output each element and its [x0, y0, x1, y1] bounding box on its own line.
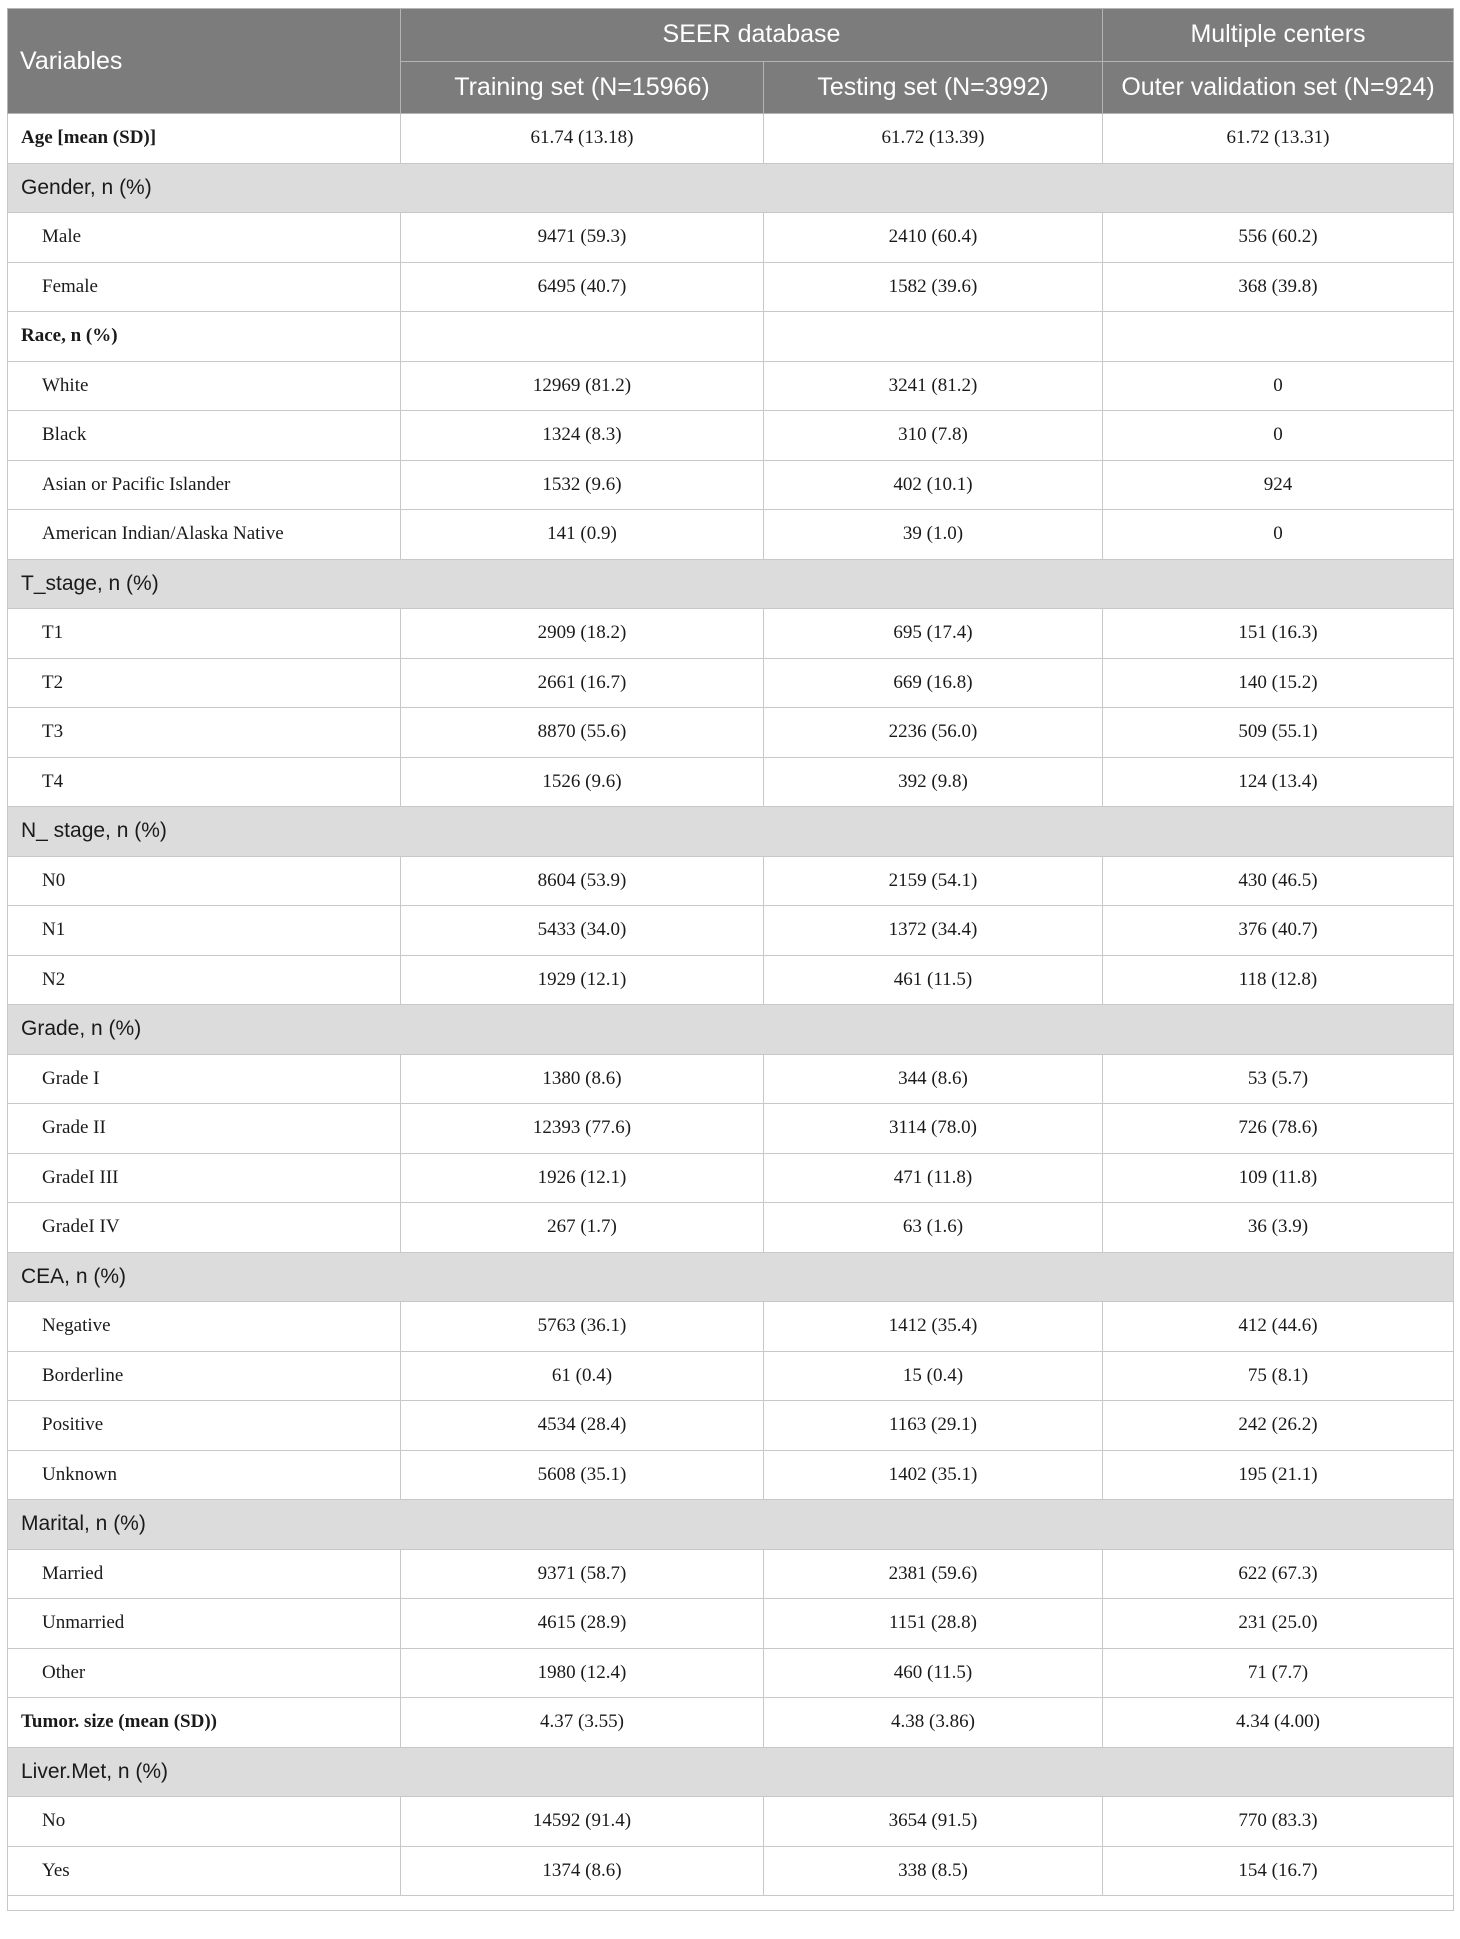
- table-row: [8, 1153, 1454, 1203]
- outer-validation-value: 622 (67.3): [1103, 1549, 1454, 1599]
- table-row: [8, 856, 1454, 906]
- group-label: N_ stage, n (%): [8, 807, 1454, 857]
- training-value: 267 (1.7): [401, 1203, 764, 1253]
- table-row: [8, 262, 1454, 312]
- row-label: No: [8, 1797, 401, 1847]
- outer-validation-value: 924: [1103, 460, 1454, 510]
- table-row: [8, 708, 1454, 758]
- outer-validation-value: 231 (25.0): [1103, 1599, 1454, 1649]
- testing-value: 695 (17.4): [764, 609, 1103, 659]
- section-row: [8, 312, 1454, 362]
- outer-validation-value: 556 (60.2): [1103, 213, 1454, 263]
- training-value: 12969 (81.2): [401, 361, 764, 411]
- header-testing-set: Testing set (N=3992): [764, 61, 1103, 114]
- table-row: [8, 1599, 1454, 1649]
- row-label: Unmarried: [8, 1599, 401, 1649]
- row-label: Grade I: [8, 1054, 401, 1104]
- training-value: 2661 (16.7): [401, 658, 764, 708]
- outer-validation-value: 71 (7.7): [1103, 1648, 1454, 1698]
- row-label: GradeI IV: [8, 1203, 401, 1253]
- testing-value: 338 (8.5): [764, 1846, 1103, 1896]
- outer-validation-value: 151 (16.3): [1103, 609, 1454, 659]
- table-row: [8, 1450, 1454, 1500]
- training-value: 9471 (59.3): [401, 213, 764, 263]
- training-value: 5763 (36.1): [401, 1302, 764, 1352]
- table-row: [8, 411, 1454, 461]
- table-row: [8, 1401, 1454, 1451]
- header-row-top: [8, 9, 1454, 62]
- outer-validation-value: 0: [1103, 411, 1454, 461]
- testing-value: 471 (11.8): [764, 1153, 1103, 1203]
- baseline-table-container: [7, 8, 1453, 1911]
- training-value: 1526 (9.6): [401, 757, 764, 807]
- table-row: [8, 361, 1454, 411]
- section-label: Race, n (%): [8, 312, 401, 362]
- table-body: [8, 114, 1454, 1911]
- testing-value: 39 (1.0): [764, 510, 1103, 560]
- header-multiple-centers: Multiple centers: [1103, 9, 1454, 62]
- outer-validation-value: 36 (3.9): [1103, 1203, 1454, 1253]
- testing-value: 3241 (81.2): [764, 361, 1103, 411]
- training-value: 1374 (8.6): [401, 1846, 764, 1896]
- row-label: Asian or Pacific Islander: [8, 460, 401, 510]
- row-label: American Indian/Alaska Native: [8, 510, 401, 560]
- testing-value: 461 (11.5): [764, 955, 1103, 1005]
- row-label: Grade II: [8, 1104, 401, 1154]
- outer-validation-value: 770 (83.3): [1103, 1797, 1454, 1847]
- training-value: 8604 (53.9): [401, 856, 764, 906]
- row-label: Age [mean (SD)]: [8, 114, 401, 164]
- row-label: T3: [8, 708, 401, 758]
- training-value: 6495 (40.7): [401, 262, 764, 312]
- table-row: [8, 658, 1454, 708]
- row-label: N2: [8, 955, 401, 1005]
- row-label: Male: [8, 213, 401, 263]
- baseline-characteristics-table: [7, 8, 1454, 1911]
- outer-validation-value: 109 (11.8): [1103, 1153, 1454, 1203]
- group-row: [8, 163, 1454, 213]
- header-training-set: Training set (N=15966): [401, 61, 764, 114]
- table-row: [8, 906, 1454, 956]
- testing-value: 460 (11.5): [764, 1648, 1103, 1698]
- table-row: [8, 609, 1454, 659]
- testing-value: 1412 (35.4): [764, 1302, 1103, 1352]
- training-value: 4534 (28.4): [401, 1401, 764, 1451]
- group-label: Liver.Met, n (%): [8, 1747, 1454, 1797]
- empty-cell: [1103, 312, 1454, 362]
- testing-value: 1582 (39.6): [764, 262, 1103, 312]
- training-value: 1980 (12.4): [401, 1648, 764, 1698]
- outer-validation-value: 61.72 (13.31): [1103, 114, 1454, 164]
- table-row: [8, 1698, 1454, 1748]
- row-label: T4: [8, 757, 401, 807]
- testing-value: 2159 (54.1): [764, 856, 1103, 906]
- testing-value: 1372 (34.4): [764, 906, 1103, 956]
- row-label: Yes: [8, 1846, 401, 1896]
- table-row: [8, 1797, 1454, 1847]
- training-value: 1532 (9.6): [401, 460, 764, 510]
- row-label: N0: [8, 856, 401, 906]
- table-row: [8, 1203, 1454, 1253]
- training-value: 61.74 (13.18): [401, 114, 764, 164]
- group-label: T_stage, n (%): [8, 559, 1454, 609]
- training-value: 8870 (55.6): [401, 708, 764, 758]
- outer-validation-value: 118 (12.8): [1103, 955, 1454, 1005]
- row-label: Tumor. size (mean (SD)): [8, 1698, 401, 1748]
- row-label: Other: [8, 1648, 401, 1698]
- header-outer-validation-set: Outer validation set (N=924): [1103, 61, 1454, 114]
- training-value: 1380 (8.6): [401, 1054, 764, 1104]
- row-label: Unknown: [8, 1450, 401, 1500]
- testing-value: 344 (8.6): [764, 1054, 1103, 1104]
- group-label: Marital, n (%): [8, 1500, 1454, 1550]
- training-value: 4615 (28.9): [401, 1599, 764, 1649]
- testing-value: 1151 (28.8): [764, 1599, 1103, 1649]
- testing-value: 63 (1.6): [764, 1203, 1103, 1253]
- row-label: Borderline: [8, 1351, 401, 1401]
- testing-value: 2410 (60.4): [764, 213, 1103, 263]
- table-row: [8, 757, 1454, 807]
- group-label: Gender, n (%): [8, 163, 1454, 213]
- testing-value: 2236 (56.0): [764, 708, 1103, 758]
- outer-validation-value: 75 (8.1): [1103, 1351, 1454, 1401]
- group-row: [8, 807, 1454, 857]
- training-value: 4.37 (3.55): [401, 1698, 764, 1748]
- testing-value: 61.72 (13.39): [764, 114, 1103, 164]
- table-row: [8, 460, 1454, 510]
- training-value: 14592 (91.4): [401, 1797, 764, 1847]
- outer-validation-value: 412 (44.6): [1103, 1302, 1454, 1352]
- table-row: [8, 114, 1454, 164]
- training-value: 141 (0.9): [401, 510, 764, 560]
- outer-validation-value: 124 (13.4): [1103, 757, 1454, 807]
- outer-validation-value: 0: [1103, 361, 1454, 411]
- table-header: [8, 9, 1454, 114]
- empty-cell: [401, 312, 764, 362]
- outer-validation-value: 509 (55.1): [1103, 708, 1454, 758]
- group-label: CEA, n (%): [8, 1252, 1454, 1302]
- testing-value: 3654 (91.5): [764, 1797, 1103, 1847]
- table-row: [8, 1104, 1454, 1154]
- testing-value: 392 (9.8): [764, 757, 1103, 807]
- table-row: [8, 1549, 1454, 1599]
- group-row: [8, 1500, 1454, 1550]
- header-variables: Variables: [8, 9, 401, 114]
- row-label: T1: [8, 609, 401, 659]
- table-row: [8, 1302, 1454, 1352]
- training-value: 12393 (77.6): [401, 1104, 764, 1154]
- outer-validation-value: 376 (40.7): [1103, 906, 1454, 956]
- footer-strip-cell: [8, 1896, 1454, 1911]
- table-row: [8, 1351, 1454, 1401]
- table-row: [8, 1054, 1454, 1104]
- row-label: T2: [8, 658, 401, 708]
- table-row: [8, 955, 1454, 1005]
- group-row: [8, 1252, 1454, 1302]
- group-row: [8, 1747, 1454, 1797]
- testing-value: 2381 (59.6): [764, 1549, 1103, 1599]
- row-label: Black: [8, 411, 401, 461]
- outer-validation-value: 4.34 (4.00): [1103, 1698, 1454, 1748]
- outer-validation-value: 140 (15.2): [1103, 658, 1454, 708]
- outer-validation-value: 195 (21.1): [1103, 1450, 1454, 1500]
- header-seer-database: SEER database: [401, 9, 1103, 62]
- table-footer-strip: [8, 1896, 1454, 1911]
- testing-value: 1402 (35.1): [764, 1450, 1103, 1500]
- testing-value: 402 (10.1): [764, 460, 1103, 510]
- table-row: [8, 1846, 1454, 1896]
- group-row: [8, 1005, 1454, 1055]
- outer-validation-value: 0: [1103, 510, 1454, 560]
- table-row: [8, 1648, 1454, 1698]
- training-value: 5433 (34.0): [401, 906, 764, 956]
- training-value: 2909 (18.2): [401, 609, 764, 659]
- testing-value: 669 (16.8): [764, 658, 1103, 708]
- row-label: N1: [8, 906, 401, 956]
- outer-validation-value: 726 (78.6): [1103, 1104, 1454, 1154]
- testing-value: 4.38 (3.86): [764, 1698, 1103, 1748]
- testing-value: 310 (7.8): [764, 411, 1103, 461]
- row-label: Female: [8, 262, 401, 312]
- empty-cell: [764, 312, 1103, 362]
- outer-validation-value: 242 (26.2): [1103, 1401, 1454, 1451]
- training-value: 1324 (8.3): [401, 411, 764, 461]
- training-value: 1926 (12.1): [401, 1153, 764, 1203]
- testing-value: 15 (0.4): [764, 1351, 1103, 1401]
- testing-value: 3114 (78.0): [764, 1104, 1103, 1154]
- outer-validation-value: 53 (5.7): [1103, 1054, 1454, 1104]
- training-value: 61 (0.4): [401, 1351, 764, 1401]
- outer-validation-value: 154 (16.7): [1103, 1846, 1454, 1896]
- training-value: 1929 (12.1): [401, 955, 764, 1005]
- row-label: White: [8, 361, 401, 411]
- row-label: Married: [8, 1549, 401, 1599]
- table-row: [8, 213, 1454, 263]
- group-row: [8, 559, 1454, 609]
- outer-validation-value: 430 (46.5): [1103, 856, 1454, 906]
- outer-validation-value: 368 (39.8): [1103, 262, 1454, 312]
- row-label: Positive: [8, 1401, 401, 1451]
- training-value: 9371 (58.7): [401, 1549, 764, 1599]
- group-label: Grade, n (%): [8, 1005, 1454, 1055]
- table-row: [8, 510, 1454, 560]
- training-value: 5608 (35.1): [401, 1450, 764, 1500]
- row-label: Negative: [8, 1302, 401, 1352]
- row-label: GradeI III: [8, 1153, 401, 1203]
- testing-value: 1163 (29.1): [764, 1401, 1103, 1451]
